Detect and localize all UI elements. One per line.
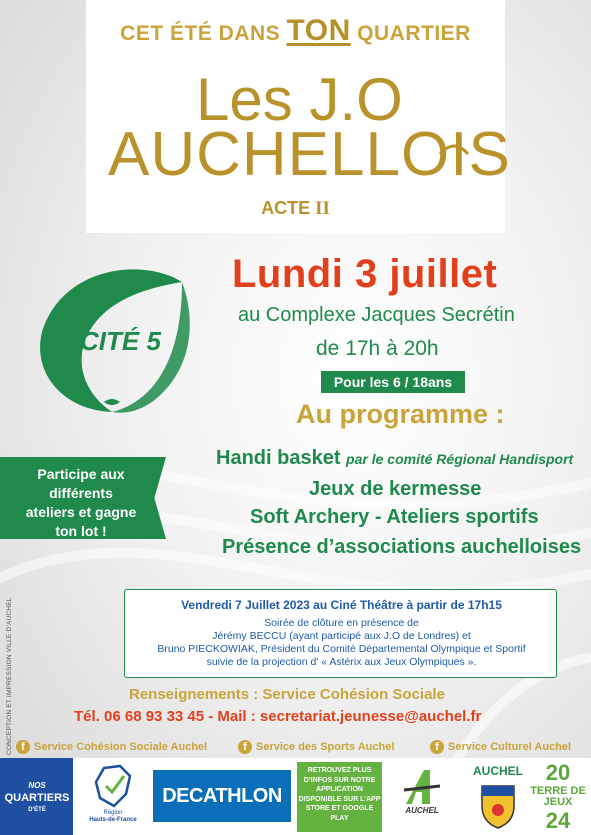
event-venue: au Complexe Jacques Secrétin	[238, 304, 515, 326]
age-badge: Pour les 6 / 18ans	[321, 371, 465, 393]
program-item-3: Soft Archery - Ateliers sportifs	[250, 506, 539, 528]
program-item-4: Présence d’associations auchelloises	[222, 536, 582, 558]
program-item-1	[216, 447, 573, 470]
app-promo-box	[297, 762, 382, 832]
event-date: Lundi 3 juillet	[232, 252, 498, 296]
ribbon-line-3: ton lot !	[55, 523, 107, 539]
title-face-icon	[434, 132, 474, 182]
ribbon-line-1: Participe aux différents	[37, 466, 125, 501]
closing-line-2: Jérémy BECCU (ayant participé aux J.O de Londres) et	[212, 630, 471, 642]
nqe-line-3: D’ÉTÉ	[28, 807, 46, 813]
app-promo-text: RETROUVEZ PLUS D’INFOS SUR NOTRE APPLICATION DISPONIBLE SUR L’APP STORE ET GOOGLE PLAY	[298, 767, 381, 822]
social-link-sports[interactable]	[238, 740, 394, 754]
auchel-app-label: AUCHEL	[405, 806, 439, 815]
tagline-emphasis: TON	[286, 14, 351, 47]
terre-year-20: 20	[545, 760, 571, 785]
tagline	[86, 14, 505, 48]
auchel-crest-icon	[478, 780, 518, 830]
contact-title: Renseignements : Service Cohésion Sociale	[129, 686, 445, 703]
closing-info-box	[124, 589, 557, 678]
terre-de-jeux-text: TERRE DE JEUX	[530, 785, 586, 808]
cite5-label: CITÉ 5	[80, 326, 161, 356]
decathlon-logo	[153, 770, 291, 822]
contact-line: Tél. 06 68 93 33 45 - Mail : secretariat.jeunesse@auchel.fr	[74, 708, 482, 725]
nos-quartiers-logo	[0, 758, 73, 835]
social-link-cohesion-label: Service Cohésion Sociale Auchel	[34, 741, 208, 753]
closing-line-4: suivie de la projection d’ « Astérix aux Jeux Olympiques ».	[206, 656, 477, 668]
tagline-after: QUARTIER	[357, 22, 471, 45]
ribbon-text	[6, 465, 156, 541]
terre-year-24: 24	[545, 808, 571, 833]
title-line-1: Les J.O	[196, 66, 403, 133]
facebook-icon: f	[16, 740, 30, 754]
nqe-line-2: QUARTIERS	[4, 792, 70, 804]
program-item-1-main: Handi basket	[216, 447, 341, 469]
act-word: ACTE	[261, 198, 311, 218]
region-line-1: Région	[103, 810, 123, 816]
tagline-before: CET ÉTÉ DANS	[120, 22, 281, 45]
social-link-cohesion[interactable]	[16, 740, 207, 754]
auchel-crest-label: AUCHEL	[473, 764, 523, 778]
program-title: Au programme :	[296, 399, 505, 429]
decathlon-text: DECATHLON	[162, 785, 282, 807]
region-logo	[78, 760, 148, 832]
print-credit: CONCEPTION ET IMPRESSION VILLE D’AUCHEL	[6, 597, 13, 755]
ribbon-line-2: ateliers et gagne	[25, 504, 137, 520]
program-item-1-sub: par le comité Régional Handisport	[346, 451, 574, 467]
auchel-a-icon	[402, 768, 442, 806]
social-link-culture[interactable]	[430, 740, 571, 754]
closing-line-1: Soirée de clôture en présence de	[264, 617, 419, 629]
event-hours: de 17h à 20h	[316, 337, 439, 360]
act-number: II	[315, 198, 330, 219]
region-line-2: Hauts-de-France	[89, 817, 137, 823]
header-card	[86, 0, 511, 233]
footer-logos	[0, 758, 591, 835]
nqe-line-1: NOS	[28, 781, 46, 790]
social-link-culture-label: Service Culturel Auchel	[448, 741, 572, 753]
auchel-app-logo	[384, 762, 460, 832]
program-item-2: Jeux de kermesse	[309, 478, 482, 500]
facebook-icon: f	[238, 740, 252, 754]
region-text	[78, 810, 148, 824]
closing-headline: Vendredi 7 Juillet 2023 au Ciné Théâtre à partir de 17h15	[181, 598, 502, 612]
facebook-icon: f	[430, 740, 444, 754]
act-label	[86, 198, 505, 220]
nqe-text	[2, 780, 72, 816]
social-link-sports-label: Service des Sports Auchel	[256, 741, 395, 753]
terre-de-jeux-logo	[528, 762, 588, 834]
region-map-icon	[94, 764, 134, 808]
title-line-2: AUCHELLOIS	[108, 120, 511, 189]
closing-line-3: Bruno PIECKOWIAK, Président du Comité Départemental Olympique et Sportif	[157, 643, 526, 655]
